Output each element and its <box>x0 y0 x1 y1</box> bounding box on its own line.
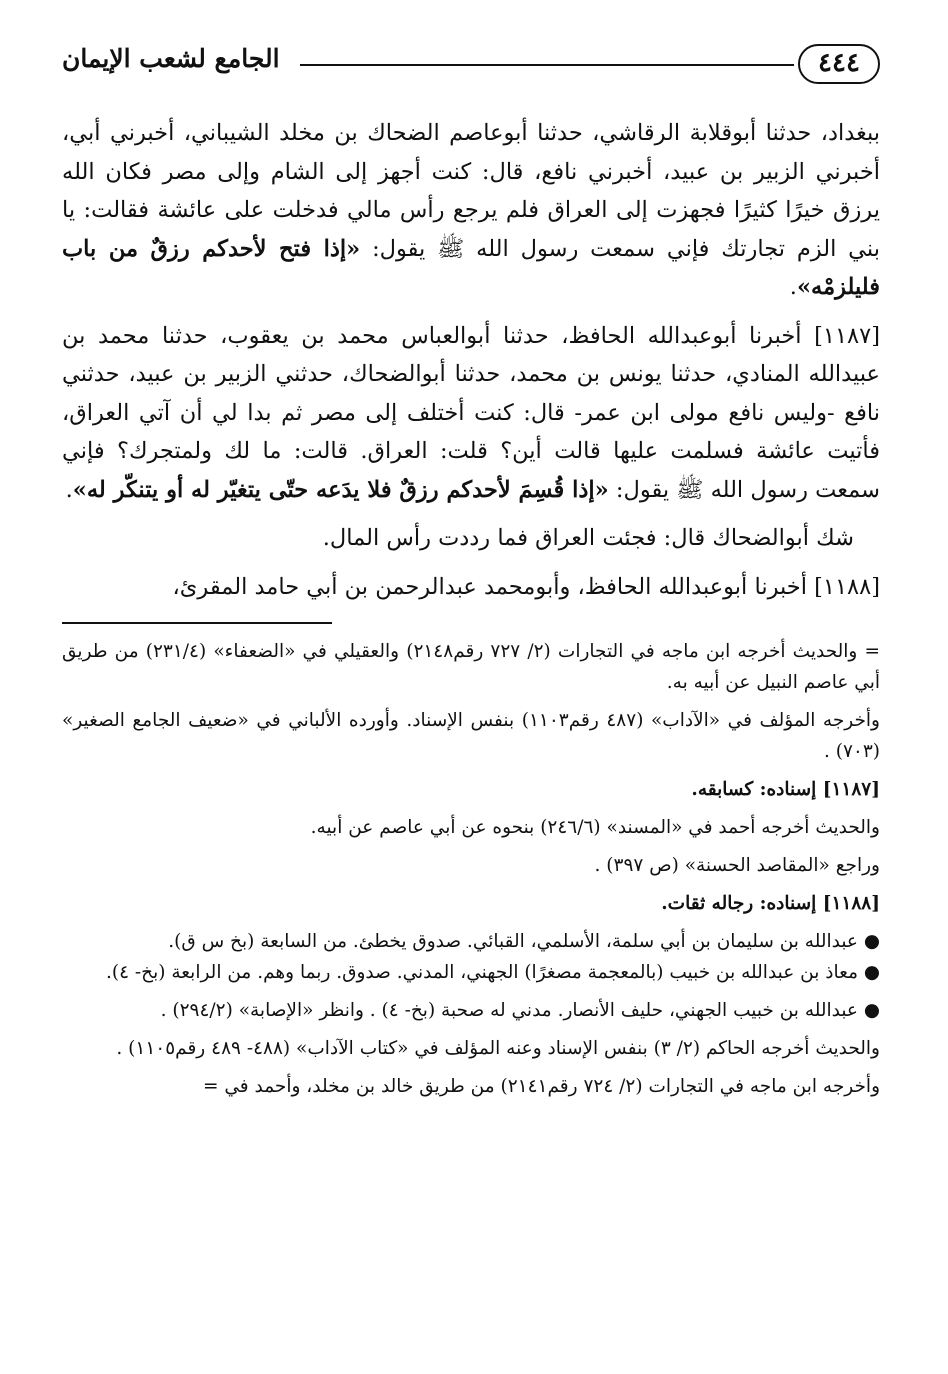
paragraph-doubt: شك أبوالضحاك قال: فجئت العراق فما رددت رأس المال. <box>322 525 854 551</box>
paragraph-end: . <box>65 476 73 503</box>
page-number: ٤٤٤ <box>798 44 880 84</box>
footnote: والحديث أخرجه أحمد في «المسند» (٢٤٦/٦) بنحوه عن أبي عاصم عن أبيه. <box>310 817 880 838</box>
paragraph-text: [١١٨٧] أخبرنا أبوعبدالله الحافظ، حدثنا أبوالعباس محمد بن يعقوب، حدثنا محمد بن عبيدالله المنادي، حدثنا يونس بن محمد، حدثنا أبوالضحاك، حدثني الزبير بن عبيد، حدثني نافع -وليس نافع مولى ابن عمر- قال: كنت أختلف إلى مصر ثم بدا لي أن آتي العراق، فأتيت عائشة فسلمت عليها قالت أين؟ قلت: العراق. قالت: ما لك ولمتجرك؟ فإني سمعت رسول الله ﷺ يقول: <box>62 322 880 503</box>
header-rule <box>300 64 794 66</box>
footnote: وأخرجه المؤلف في «الآداب» (٤٨٧ رقم١١٠٣) بنفس الإسناد. وأورده الألباني في «ضعيف الجامع الصغير» (٧٠٣) . <box>62 710 880 762</box>
hadith-quote: «إذا قُسِمَ لأحدكم رزقٌ فلا يدَعه حتّى يتغيّر له أو يتنكّر له» <box>72 476 609 503</box>
book-page <box>62 28 880 1102</box>
footnote: وأخرجه ابن ماجه في التجارات (٢/ ٧٢٤ رقم٢١٤١) من طريق خالد بن مخلد، وأحمد في = <box>202 1076 880 1097</box>
footnote-heading: [١١٨٨] إسناده: رجاله ثقات. <box>661 893 880 914</box>
paragraph-1188: [١١٨٨] أخبرنا أبوعبدالله الحافظ، وأبومحمد عبدالرحمن بن أبي حامد المقرئ، <box>172 573 880 600</box>
narrator-bullet: ● معاذ بن عبدالله بن خبيب (بالمعجمة مصغرًا) الجهني، المدني. صدوق. ربما وهم. من الرابعة (بخ- ٤). <box>105 962 880 983</box>
paragraph-1187 <box>62 317 880 510</box>
footnote: والحديث أخرجه الحاكم (٢/ ٣) بنفس الإسناد وعنه المؤلف في «كتاب الآداب» (٤٨٨- ٤٨٩ رقم١١٠٥) . <box>116 1038 880 1059</box>
footnote: وراجع «المقاصد الحسنة» (ص ٣٩٧) . <box>594 855 880 876</box>
hadith-quote: «إذا فتح لأحدكم رزقٌ من باب فليلزمْه» <box>62 235 880 300</box>
footnotes <box>62 636 880 1102</box>
footnote-heading: [١١٨٧] إسناده: كسابقه. <box>691 779 880 800</box>
page-header <box>62 28 880 88</box>
footnote-separator <box>62 622 880 628</box>
footnote: = والحديث أخرجه ابن ماجه في التجارات (٢/ ٧٢٧ رقم٢١٤٨) والعقيلي في «الضعفاء» (٢٣١/٤) من طريق أبي عاصم النبيل عن أبيه به. <box>62 641 880 693</box>
narrator-bullet: ● عبدالله بن سليمان بن أبي سلمة، الأسلمي، القبائي. صدوق يخطئ. من السابعة (بخ س ق). <box>168 931 880 952</box>
running-title: الجامع لشعب الإيمان <box>62 44 280 73</box>
paragraph-end: . <box>789 274 797 300</box>
main-text <box>62 114 880 606</box>
paragraph-text: ببغداد، حدثنا أبوقلابة الرقاشي، حدثنا أبوعاصم الضحاك بن مخلد الشيباني، أخبرني أبي، أخبرني الزبير بن عبيد، أخبرني نافع، قال: كنت أجهز إلى الشام وإلى مصر فكان الله يرزق خيرًا كثيرًا فجهزت إلى العراق فلم يرجع رأس مالي فدخلت على عائشة فقالت: يا بني الزم تجارتك فإني سمعت رسول الله ﷺ يقول: <box>62 120 880 262</box>
paragraph-continuation <box>62 114 880 307</box>
narrator-bullet: ● عبدالله بن خبيب الجهني، حليف الأنصار. مدني له صحبة (بخ- ٤) . وانظر «الإصابة» (٢٩٤/٢) . <box>160 1000 880 1021</box>
